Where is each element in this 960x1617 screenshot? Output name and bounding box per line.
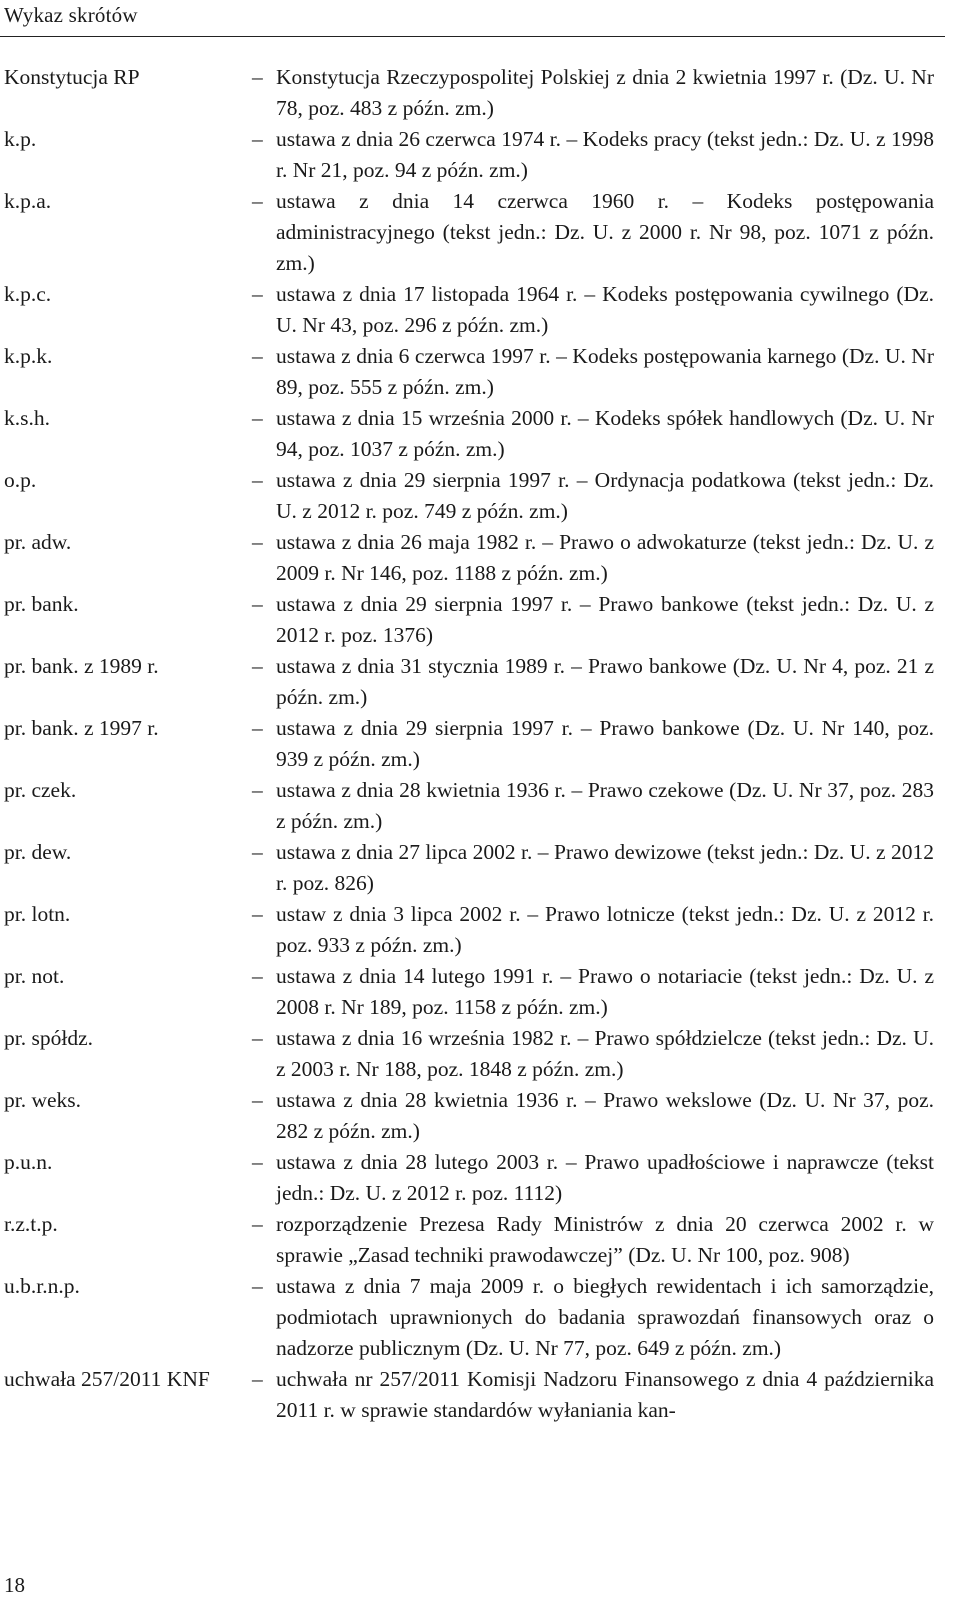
- abbreviation-term: pr. spółdz.: [4, 1026, 93, 1050]
- entry-dash: –: [252, 1088, 263, 1112]
- entry-dash: –: [252, 1150, 263, 1174]
- list-item: [4, 589, 934, 651]
- abbreviation-definition: ustawa z dnia 14 lutego 1991 r. – Prawo o notariacie (tekst jedn.: Dz. U. z 2008 r. Nr 189, poz. 1158 z późn. zm.): [276, 964, 934, 1019]
- entry-dash: –: [252, 840, 263, 864]
- abbreviation-term: k.s.h.: [4, 406, 50, 430]
- list-item: [4, 527, 934, 589]
- entry-dash: –: [252, 654, 263, 678]
- list-item: [4, 279, 934, 341]
- abbreviation-definition: uchwała nr 257/2011 Komisji Nadzoru Finansowego z dnia 4 października 2011 r. w sprawie standardów wyłaniania kan-: [276, 1367, 934, 1422]
- abbreviation-term: u.b.r.n.p.: [4, 1274, 80, 1298]
- list-item: [4, 1023, 934, 1085]
- abbreviation-term: pr. lotn.: [4, 902, 71, 926]
- list-item: [4, 62, 934, 124]
- entry-dash: –: [252, 127, 263, 151]
- entry-dash: –: [252, 189, 263, 213]
- entry-dash: –: [252, 468, 263, 492]
- entry-dash: –: [252, 1274, 263, 1298]
- abbreviation-definition: ustawa z dnia 16 września 1982 r. – Prawo spółdzielcze (tekst jedn.: Dz. U. z 2003 r. Nr 188, poz. 1848 z późn. zm.): [276, 1026, 934, 1081]
- abbreviation-definition: ustawa z dnia 26 czerwca 1974 r. – Kodeks pracy (tekst jedn.: Dz. U. z 1998 r. Nr 21, poz. 94 z późn. zm.): [276, 127, 934, 182]
- list-item: [4, 1209, 934, 1271]
- abbreviation-term: pr. bank. z 1989 r.: [4, 654, 159, 678]
- abbreviation-definition: ustawa z dnia 28 kwietnia 1936 r. – Prawo wekslowe (Dz. U. Nr 37, poz. 282 z późn. zm.): [276, 1088, 934, 1143]
- list-item: [4, 186, 934, 279]
- entry-dash: –: [252, 778, 263, 802]
- entry-dash: –: [252, 65, 263, 89]
- abbreviation-term: pr. dew.: [4, 840, 72, 864]
- header-title: Wykaz skrótów: [4, 3, 138, 27]
- abbreviation-definition: ustawa z dnia 26 maja 1982 r. – Prawo o adwokaturze (tekst jedn.: Dz. U. z 2009 r. Nr 146, poz. 1188 z późn. zm.): [276, 530, 934, 585]
- entry-dash: –: [252, 1026, 263, 1050]
- abbreviation-definition: ustawa z dnia 31 stycznia 1989 r. – Prawo bankowe (Dz. U. Nr 4, poz. 21 z późn. zm.): [276, 654, 934, 709]
- entry-dash: –: [252, 592, 263, 616]
- list-item: [4, 899, 934, 961]
- abbreviation-term: Konstytucja RP: [4, 65, 140, 89]
- abbreviation-term: k.p.k.: [4, 344, 53, 368]
- abbreviation-definition: ustawa z dnia 17 listopada 1964 r. – Kodeks postępowania cywilnego (Dz. U. Nr 43, poz. 296 z późn. zm.): [276, 282, 934, 337]
- abbreviation-definition: ustawa z dnia 6 czerwca 1997 r. – Kodeks postępowania karnego (Dz. U. Nr 89, poz. 555 z późn. zm.): [276, 344, 934, 399]
- abbreviation-definition: ustawa z dnia 7 maja 2009 r. o biegłych rewidentach i ich samorządzie, podmiotach uprawnionych do badania sprawozdań finansowych oraz o nadzorze publicznym (Dz. U. Nr 77, poz. 649 z późn. zm.): [276, 1274, 934, 1360]
- list-item: [4, 124, 934, 186]
- entry-dash: –: [252, 282, 263, 306]
- abbreviation-definition: ustawa z dnia 29 sierpnia 1997 r. – Prawo bankowe (Dz. U. Nr 140, poz. 939 z późn. zm.): [276, 716, 934, 771]
- page-number: 18: [4, 1573, 25, 1597]
- abbreviation-definition: ustawa z dnia 15 września 2000 r. – Kodeks spółek handlowych (Dz. U. Nr 94, poz. 1037 z późn. zm.): [276, 406, 934, 461]
- abbreviation-definition: rozporządzenie Prezesa Rady Ministrów z dnia 20 czerwca 2002 r. w sprawie „Zasad techniki prawodawczej” (Dz. U. Nr 100, poz. 908): [276, 1212, 934, 1267]
- list-item: [4, 961, 934, 1023]
- abbreviation-term: k.p.c.: [4, 282, 52, 306]
- abbreviation-term: pr. not.: [4, 964, 65, 988]
- running-header: [0, 0, 945, 37]
- list-item: [4, 465, 934, 527]
- abbreviation-definition: ustaw z dnia 3 lipca 2002 r. – Prawo lotnicze (tekst jedn.: Dz. U. z 2012 r. poz. 933 z późn. zm.): [276, 902, 934, 957]
- abbreviation-definition: ustawa z dnia 14 czerwca 1960 r. – Kodeks postępowania administracyjnego (tekst jedn.: Dz. U. z 2000 r. Nr 98, poz. 1071 z późn. zm.): [276, 189, 934, 275]
- abbreviation-definition: Konstytucja Rzeczypospolitej Polskiej z dnia 2 kwietnia 1997 r. (Dz. U. Nr 78, poz. 483 z późn. zm.): [276, 65, 934, 120]
- abbreviation-definition: ustawa z dnia 28 lutego 2003 r. – Prawo upadłościowe i naprawcze (tekst jedn.: Dz. U. z 2012 r. poz. 1112): [276, 1150, 934, 1205]
- abbreviation-definition: ustawa z dnia 29 sierpnia 1997 r. – Prawo bankowe (tekst jedn.: Dz. U. z 2012 r. poz. 1376): [276, 592, 934, 647]
- abbreviation-term: uchwała 257/2011 KNF: [4, 1367, 210, 1391]
- abbreviation-term: k.p.a.: [4, 189, 52, 213]
- abbreviations-list: [4, 62, 934, 1426]
- list-item: [4, 837, 934, 899]
- abbreviation-definition: ustawa z dnia 29 sierpnia 1997 r. – Ordynacja podatkowa (tekst jedn.: Dz. U. z 2012 r. poz. 749 z późn. zm.): [276, 468, 934, 523]
- abbreviation-term: pr. bank. z 1997 r.: [4, 716, 159, 740]
- list-item: [4, 1271, 934, 1364]
- list-item: [4, 403, 934, 465]
- list-item: [4, 1085, 934, 1147]
- list-item: [4, 651, 934, 713]
- entry-dash: –: [252, 964, 263, 988]
- list-item: [4, 341, 934, 403]
- list-item: [4, 1147, 934, 1209]
- entry-dash: –: [252, 1367, 263, 1391]
- list-item: [4, 775, 934, 837]
- entry-dash: –: [252, 902, 263, 926]
- abbreviation-definition: ustawa z dnia 28 kwietnia 1936 r. – Prawo czekowe (Dz. U. Nr 37, poz. 283 z późn. zm.): [276, 778, 934, 833]
- entry-dash: –: [252, 406, 263, 430]
- abbreviation-term: o.p.: [4, 468, 37, 492]
- abbreviation-term: pr. czek.: [4, 778, 77, 802]
- abbreviation-term: r.z.t.p.: [4, 1212, 58, 1236]
- abbreviation-term: pr. bank.: [4, 592, 79, 616]
- entry-dash: –: [252, 530, 263, 554]
- entry-dash: –: [252, 1212, 263, 1236]
- list-item: [4, 1364, 934, 1426]
- abbreviation-definition: ustawa z dnia 27 lipca 2002 r. – Prawo dewizowe (tekst jedn.: Dz. U. z 2012 r. poz. 826): [276, 840, 934, 895]
- abbreviation-term: pr. weks.: [4, 1088, 82, 1112]
- abbreviation-term: p.u.n.: [4, 1150, 53, 1174]
- abbreviation-term: k.p.: [4, 127, 37, 151]
- list-item: [4, 713, 934, 775]
- entry-dash: –: [252, 344, 263, 368]
- abbreviation-term: pr. adw.: [4, 530, 72, 554]
- entry-dash: –: [252, 716, 263, 740]
